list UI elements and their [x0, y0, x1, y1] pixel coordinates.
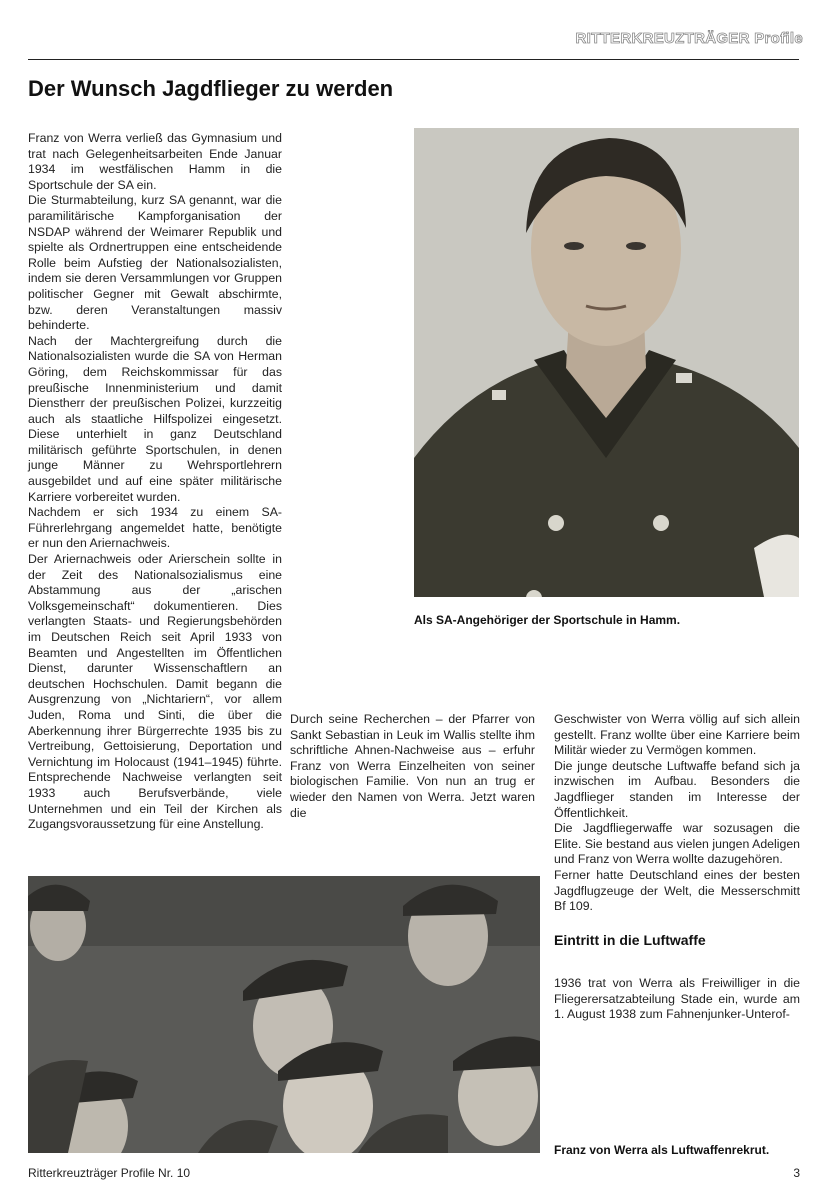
left-text-column	[28, 131, 282, 833]
paragraph: Geschwister von Werra völlig auf sich allein gestellt. Franz wollte über eine Karriere beim Militär wieder zu Vermögen kommen.	[554, 712, 800, 758]
paragraph: Die junge deutsche Luftwaffe befand sich ja inzwischen im Aufbau. Besonders die Jagdflieger standen im Interesse der Öffentlichkeit.	[554, 758, 800, 820]
paragraph: Die Sturmabteilung, kurz SA genannt, war die paramilitärische Kampforganisation der NSDAP während der Weimarer Republik und spielte als Ordnertruppen eine entscheidende Rolle beim Aufstieg der Nationalsozialisten, indem sie deren Versammlungen vor Gruppen politischer Gegner mit Gewalt abschirmte, bzw. deren Veranstaltungen massiv behinderte.	[28, 193, 282, 333]
paragraph: Ferner hatte Deutschland eines der besten Jagdflugzeuge der Welt, die Messerschmitt Bf 109.	[554, 867, 800, 914]
page-number: 3	[793, 1166, 800, 1180]
header-rule	[28, 59, 799, 60]
paragraph: Franz von Werra verließ das Gymnasium und trat nach Gelegenheitsarbeiten Ende Januar 1934 im westfälischen Hamm in die Sportschule der SA ein.	[28, 131, 282, 192]
section-subheading: Eintritt in die Luftwaffe	[554, 932, 706, 948]
paragraph: Der Ariernachweis oder Arierschein sollte in der Zeit des Nationalsozialismus eine Abstammung aus der „arischen Volksgemeinschaft“ dokumentieren. Dies verlangten Staats- und Regierungsbehörden im Deutschen Reich seit April 1933 von Beamten und Angestellten im Öffentlichen Dienst, darunter Wissenschaftlern an deutschen Hochschulen. Damit begann die Ausgrenzung von „Nichtariern“, vor allem Juden, Roma und Sinti, die über die Aberkennung ihrer Bürgerrechte 1935 bis zu Vertreibung, Gettoisierung, Deportation und Vernichtung im Holocaust (1941–1945) führte. Entsprechende Nachweise verlangten seit 1933 auch Berufsverbände, viele Unternehmen und ein Teil der Kirchen als Zugangsvoraussetzung für eine Anstellung.	[28, 552, 282, 832]
paragraph: 1936 trat von Werra als Freiwilliger in die Fliegerersatzabteilung Stade ein, wurde am 1. August 1938 zum Fahnenjunker-Unterof-	[554, 976, 800, 1022]
portrait-caption: Als SA-Angehöriger der Sportschule in Hamm.	[414, 613, 681, 627]
group-caption: Franz von Werra als Luftwaffenrekrut.	[554, 1143, 770, 1157]
group-photo	[28, 876, 540, 1153]
paragraph: Die Jagdfliegerwaffe war sozusagen die Elite. Sie bestand aus vielen jungen Adeligen und Franz von Werra wollte dazugehören.	[554, 821, 800, 867]
right-text-column-continued	[554, 976, 800, 1023]
middle-text-column	[290, 712, 535, 821]
paragraph: Nach der Machtergreifung durch die Nationalsozialisten wurde die SA von Herman Göring, dem Reichskommissar für das preußische Innenministerium und damit Dienstherr der preußischen Polizei, kurzzeitig auch als staatliche Hilfspolizei eingesetzt. Diese unterhielt in ganz Deutschland militärisch geführte Sportschulen, in denen junge Männer zu Wehrsportlehrern ausgebildet und auf eine später militärische Karriere vorbereitet wurden.	[28, 333, 282, 504]
footer-publication: Ritterkreuzträger Profile Nr. 10	[28, 1166, 191, 1180]
paragraph: Durch seine Recherchen – der Pfarrer von Sankt Sebastian in Leuk im Wallis stellte ihm schriftliche Ahnen-Nachweise aus – erfuhr Franz von Werra Einzelheiten von seiner biologischen Familie. Von nun an trug er wieder den Namen von Werra. Jetzt waren die	[290, 712, 535, 820]
page-title: Der Wunsch Jagdflieger zu werden	[28, 76, 394, 101]
portrait-photo	[414, 128, 799, 597]
header-brand: RITTERKREUZTRÄGER Profile	[575, 30, 803, 47]
right-text-column	[554, 712, 800, 915]
paragraph: Nachdem er sich 1934 zu einem SA-Führerlehrgang angemeldet hatte, benötigte er nun den Ariernachweis.	[28, 505, 282, 551]
